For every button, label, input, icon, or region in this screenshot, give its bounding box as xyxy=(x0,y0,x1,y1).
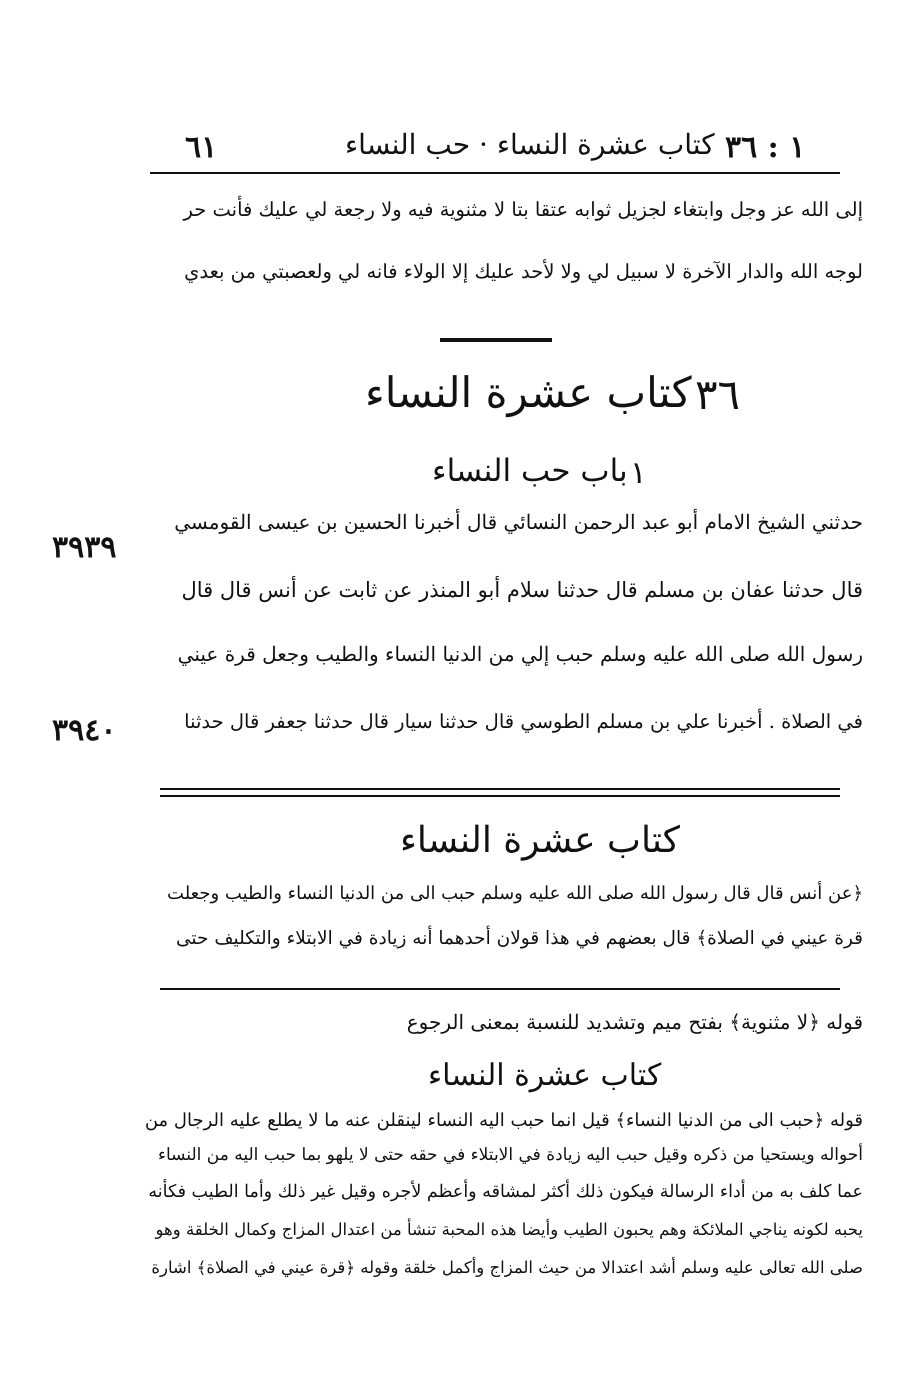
chapter-number: ١ xyxy=(630,455,647,491)
commentary2-note: قوله ﴿لا مثنوية﴾ بفتح ميم وتشديد للنسبة بمعنى الرجوع xyxy=(406,1010,863,1034)
book-number: ٣٦ xyxy=(695,370,741,419)
double-rule-top xyxy=(160,788,840,790)
hadith-number: ٣٩٣٩ xyxy=(52,530,117,565)
commentary2-line-4: يحبه لكونه يناجي الملائكة وهم يحبون الطيب وأيضا هذه المحبة تنشأ من اعتدال المزاج وكمال الخلقة وهو xyxy=(155,1220,863,1239)
running-title: كتاب عشرة النساء · حب النساء xyxy=(345,128,715,161)
commentary-rule xyxy=(160,988,840,990)
commentary1-line-1: ﴿عن أنس قال قال رسول الله صلى الله عليه وسلم حبب الى من الدنيا النساء والطيب وجعلت xyxy=(167,883,863,904)
book-title: كتاب عشرة النساء xyxy=(365,368,692,417)
top-line-2: لوجه الله والدار الآخرة لا سبيل لي ولا لأحد عليك إلا الولاء فانه لي ولعصبتي من بعدي xyxy=(184,260,863,283)
volume-reference: ١ : ٣٦ xyxy=(725,130,806,165)
commentary2-line-3: عما كلف به من أداء الرسالة فيكون ذلك أكثر لمشاقه وأعظم لأجره وقيل غير ذلك وأما الطيب فكأنه xyxy=(148,1182,863,1202)
top-line-1: إلى الله عز وجل وابتغاء لجزيل ثوابه عتقا بتا لا مثنوية فيه ولا رجعة لي عليك فأنت حر xyxy=(183,198,863,221)
page-number: ٦١ xyxy=(185,130,218,165)
hadith-number: ٣٩٤٠ xyxy=(52,713,117,748)
chapter-title: باب حب النساء xyxy=(432,453,628,489)
commentary1-title: كتاب عشرة النساء xyxy=(400,820,680,861)
commentary2-line-5: صلى الله تعالى عليه وسلم أشد اعتدالا من حيث المزاج وأكمل خلقة وقوله ﴿قرة عيني في الصلاة﴾ اشارة xyxy=(151,1258,863,1277)
commentary2-line-1: قوله ﴿حبب الى من الدنيا النساء﴾ قيل انما حبب اليه النساء لينقلن عنه ما لا يطلع عليه الرجال من xyxy=(144,1110,863,1131)
commentary1-line-2: قرة عيني في الصلاة﴾ قال بعضهم في هذا قولان أحدهما أنه زيادة في الابتلاء والتكليف حتى xyxy=(176,928,863,949)
main-line-4: في الصلاة . أخبرنا علي بن مسلم الطوسي قال حدثنا سيار قال حدثنا جعفر قال حدثنا xyxy=(184,710,863,733)
double-rule-bottom xyxy=(160,795,840,797)
main-line-2: قال حدثنا عفان بن مسلم قال حدثنا سلام أبو المنذر عن ثابت عن أنس قال قال xyxy=(181,578,863,602)
section-divider xyxy=(440,338,552,342)
main-line-1: حدثني الشيخ الامام أبو عبد الرحمن النسائي قال أخبرنا الحسين بن عيسى القومسي xyxy=(174,510,863,534)
main-line-3: رسول الله صلى الله عليه وسلم حبب إلي من الدنيا النساء والطيب وجعل قرة عيني xyxy=(177,642,863,666)
commentary2-title: كتاب عشرة النساء xyxy=(428,1058,662,1093)
commentary2-line-2: أحواله ويستحيا من ذكره وقيل حبب اليه زيادة في الابتلاء في حقه حتى لا يلهو بما حبب اليه من النساء xyxy=(158,1145,863,1165)
header-rule xyxy=(150,172,840,174)
